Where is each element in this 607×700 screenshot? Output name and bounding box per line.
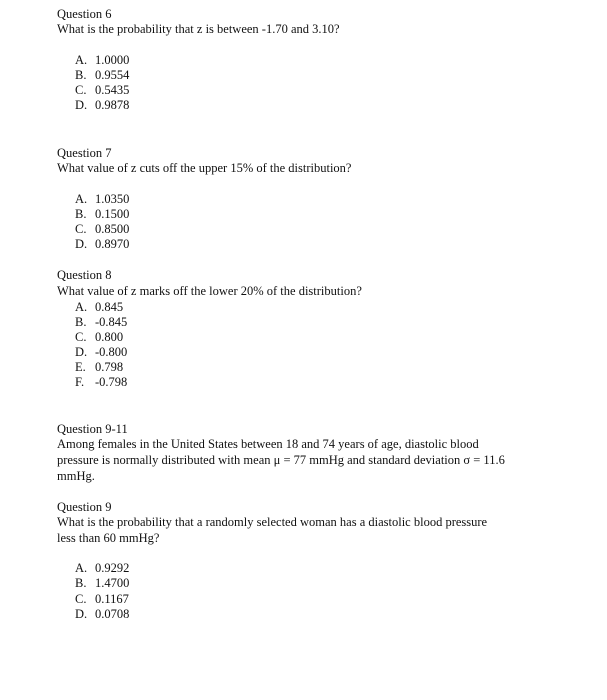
option-letter: A.: [75, 561, 88, 575]
option-value: -0.845: [95, 315, 128, 329]
question-6-heading: Question 6: [57, 7, 112, 21]
question-8-option-c: [75, 330, 123, 345]
question-6-option-b: [75, 68, 129, 83]
option-value: 0.9878: [95, 98, 130, 112]
option-value: 0.1500: [95, 207, 130, 221]
question-8-option-d: [75, 345, 127, 360]
question-9-prompt-line-2: less than 60 mmHg?: [57, 531, 160, 545]
option-letter: C.: [75, 592, 87, 606]
option-letter: D.: [75, 345, 88, 359]
option-value: 0.8500: [95, 222, 130, 236]
option-value: 0.798: [95, 360, 124, 374]
question-9-option-c: [75, 592, 129, 607]
question-9-11-context-line-1: Among females in the United States between 18 and 74 years of age, diastolic blood: [57, 437, 479, 451]
option-letter: B.: [75, 315, 87, 329]
question-7-option-b: [75, 207, 129, 222]
question-7-option-d: [75, 237, 129, 252]
question-9-11-context-line-2: pressure is normally distributed with mean μ = 77 mmHg and standard deviation σ = 11.6: [57, 453, 505, 467]
option-value: 0.8970: [95, 237, 130, 251]
question-9-11-context-line-3: mmHg.: [57, 469, 95, 483]
question-6-option-a: [75, 53, 129, 68]
question-6-option-d: [75, 98, 129, 113]
option-letter: C.: [75, 83, 87, 97]
option-value: 0.800: [95, 330, 124, 344]
question-7-heading: Question 7: [57, 146, 112, 160]
option-letter: C.: [75, 330, 87, 344]
option-value: 1.0350: [95, 192, 130, 206]
option-value: 1.0000: [95, 53, 130, 67]
option-letter: B.: [75, 576, 87, 590]
option-value: 0.845: [95, 300, 124, 314]
question-8-heading: Question 8: [57, 268, 112, 282]
question-9-heading: Question 9: [57, 500, 112, 514]
option-letter: A.: [75, 300, 88, 314]
option-letter: D.: [75, 607, 88, 621]
option-letter: B.: [75, 207, 87, 221]
question-7-option-c: [75, 222, 129, 237]
option-letter: C.: [75, 222, 87, 236]
option-value: -0.798: [95, 375, 128, 389]
question-6-option-c: [75, 83, 129, 98]
question-8-option-a: [75, 300, 123, 315]
option-letter: E.: [75, 360, 86, 374]
question-6-prompt: What is the probability that z is between -1.70 and 3.10?: [57, 22, 340, 36]
question-9-11-heading: Question 9-11: [57, 422, 128, 436]
question-8-option-b: [75, 315, 127, 330]
question-9-option-b: [75, 576, 129, 591]
question-8-option-f: [75, 375, 127, 390]
option-letter: A.: [75, 53, 88, 67]
option-value: 1.4700: [95, 576, 130, 590]
option-value: 0.9554: [95, 68, 130, 82]
question-9-option-a: [75, 561, 129, 576]
option-letter: B.: [75, 68, 87, 82]
option-value: 0.1167: [95, 592, 129, 606]
option-value: -0.800: [95, 345, 128, 359]
question-7-option-a: [75, 192, 129, 207]
question-7-prompt: What value of z cuts off the upper 15% of the distribution?: [57, 161, 352, 175]
question-8-prompt: What value of z marks off the lower 20% of the distribution?: [57, 284, 362, 298]
option-letter: A.: [75, 192, 88, 206]
option-value: 0.0708: [95, 607, 130, 621]
option-value: 0.5435: [95, 83, 130, 97]
question-9-prompt-line-1: What is the probability that a randomly selected woman has a diastolic blood pressure: [57, 515, 488, 529]
question-8-option-e: [75, 360, 123, 375]
option-letter: D.: [75, 98, 88, 112]
option-letter: F.: [75, 375, 85, 389]
option-value: 0.9292: [95, 561, 130, 575]
option-letter: D.: [75, 237, 88, 251]
question-9-option-d: [75, 607, 129, 622]
